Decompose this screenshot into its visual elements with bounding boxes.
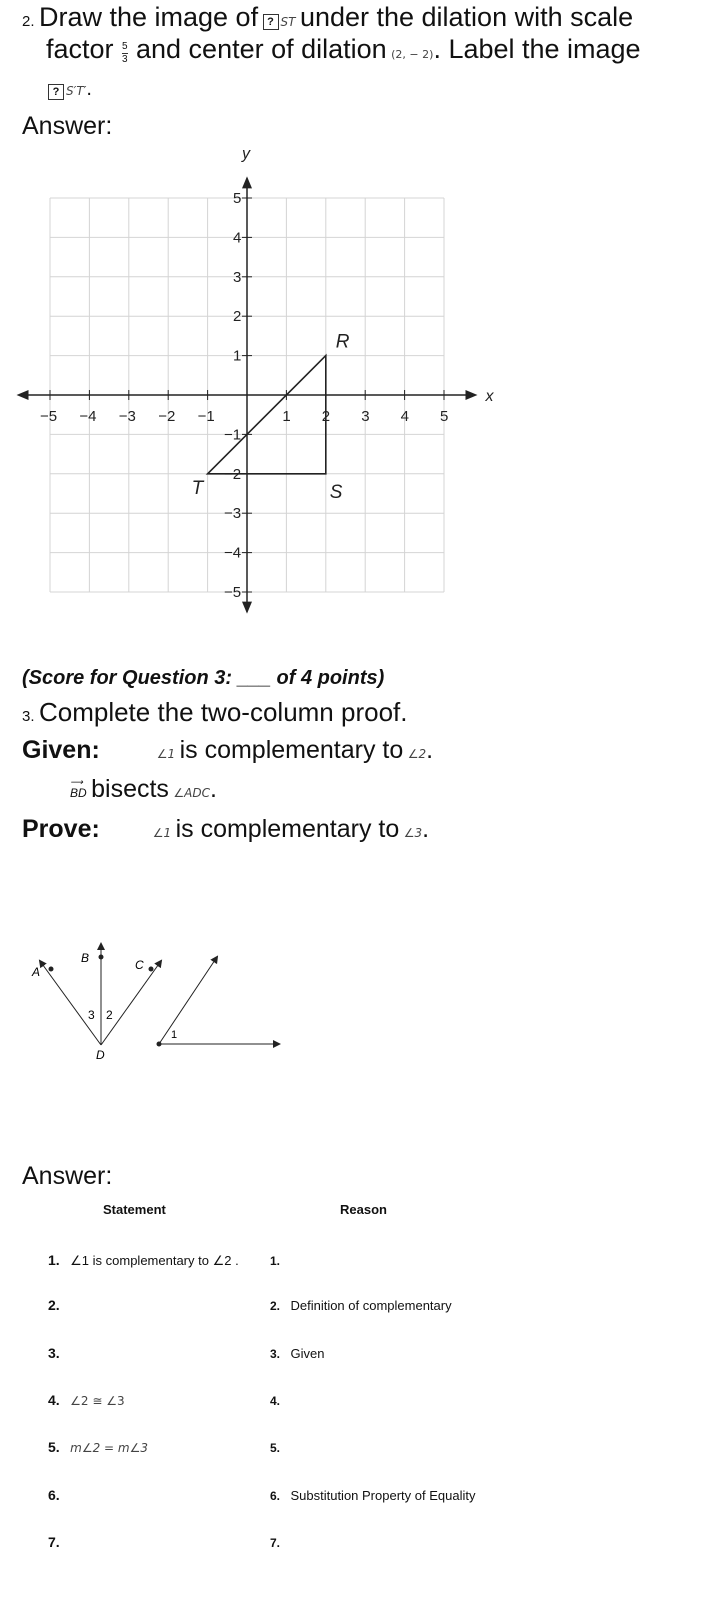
vertex-angle-1 [157, 1042, 162, 1047]
proof-reason [270, 1439, 286, 1457]
proof-row [48, 1392, 125, 1410]
given-angle-2: ∠2 [407, 747, 427, 761]
given-angle-1: ∠1 [156, 747, 176, 761]
proof-row [48, 1439, 148, 1457]
y-axis-label: y [242, 145, 250, 163]
ray-bd: ⟶ BD [70, 776, 87, 800]
x-tick-label: 2 [321, 408, 331, 425]
point-a [49, 967, 54, 972]
label-angle-1: 1 [171, 1029, 178, 1041]
reason-num: 4. [270, 1394, 281, 1408]
x-tick-label: 5 [440, 408, 449, 425]
statement-num: 5. [48, 1439, 60, 1455]
ray-da [40, 961, 101, 1045]
reason-text: Definition of complementary [290, 1298, 452, 1313]
x-tick-label: −2 [158, 408, 176, 425]
reason-text: Given [290, 1346, 325, 1361]
statement-num: 1. [48, 1252, 60, 1268]
x-tick-label: 4 [400, 408, 409, 425]
q2-number: 2. [22, 13, 35, 30]
given-label: Given: [22, 736, 100, 764]
prove-text: is complementary to [175, 815, 400, 843]
angle-figure [20, 935, 300, 1070]
y-tick-label: −4 [224, 544, 242, 562]
point-b [99, 955, 104, 960]
statement-num: 4. [48, 1392, 60, 1408]
q3-title: Complete the two-column proof. [38, 697, 408, 727]
reason-header: Reason [340, 1202, 387, 1217]
q2-factor-word: factor [46, 34, 114, 64]
x-tick-label: −1 [197, 408, 215, 425]
y-axis-arrow-down-icon [242, 602, 252, 614]
vertex-label-t: T [191, 477, 204, 499]
missing-glyph-icon: ? [48, 84, 64, 100]
reason-num: 5. [270, 1441, 281, 1455]
proof-reason [270, 1392, 286, 1410]
reason-num: 6. [270, 1489, 281, 1503]
label-a: A [32, 965, 41, 979]
ray-angle1-upper [159, 957, 217, 1044]
y-tick-label: 4 [233, 229, 242, 247]
bisected-angle: ∠ADC [173, 786, 210, 800]
q2-label-text: . Label the image [433, 34, 641, 64]
vertex-label-r: R [335, 331, 350, 353]
x-tick-label: −3 [118, 408, 136, 425]
label-d: D [96, 1048, 105, 1062]
proof-reason [270, 1345, 324, 1363]
q2-text-a: Draw the image of [38, 2, 259, 32]
x-tick-label: 1 [282, 408, 291, 425]
statement-header: Statement [103, 1202, 166, 1217]
axes [17, 176, 478, 613]
y-tick-label: −1 [224, 426, 242, 444]
statement-num: 3. [48, 1345, 60, 1361]
q2-line2 [46, 34, 641, 66]
label-b: B [81, 951, 90, 965]
given-line: Given: ∠1 is complementary to ∠2. [22, 736, 434, 764]
x-axis-arrow-left-icon [17, 390, 29, 400]
coordinate-plane [0, 145, 500, 625]
statement-text: ∠1 is complementary to ∠2 . [70, 1253, 239, 1268]
reason-num: 1. [270, 1254, 281, 1268]
scale-denominator: 3 [121, 54, 128, 66]
vertex-label-s: S [329, 481, 343, 503]
proof-row [48, 1252, 239, 1270]
statement-text: ∠2 ≅ ∠3 [70, 1394, 125, 1408]
proof-reason [270, 1252, 286, 1270]
y-tick-label: 3 [233, 268, 242, 286]
statement-text: m∠2 = m∠3 [70, 1441, 148, 1455]
statement-num: 6. [48, 1487, 60, 1503]
x-axis-arrow-right-icon [465, 390, 477, 400]
proof-reason [270, 1297, 452, 1315]
image-name: S′T′ [66, 84, 87, 98]
y-tick-label: 5 [233, 190, 242, 207]
q2-center-text: and center of dilation [136, 34, 387, 64]
triangle-name: ST [280, 15, 296, 29]
x-tick-label: −4 [79, 408, 97, 425]
proof-row [48, 1345, 66, 1363]
label-angle-2: 2 [106, 1008, 113, 1022]
y-tick-label: −5 [224, 584, 242, 601]
scale-factor-fraction [122, 41, 128, 66]
prove-angle-1: ∠1 [152, 826, 172, 840]
q2-text-b: under the dilation with scale [299, 2, 634, 32]
y-tick-label: −2 [224, 465, 242, 483]
x-tick-label: −5 [40, 408, 58, 425]
proof-reason [270, 1534, 286, 1552]
q3-answer-label: Answer: [22, 1162, 113, 1190]
ray-dc [101, 961, 161, 1045]
ray-arrow-icon: ⟶ [70, 776, 83, 787]
label-c: C [135, 958, 144, 972]
label-angle-3: 3 [88, 1008, 95, 1022]
q2-line3: ? S′T′. [48, 78, 92, 101]
center-point: (2, − 2) [391, 48, 434, 61]
proof-row [48, 1297, 66, 1315]
statement-num: 7. [48, 1534, 60, 1550]
tick-labels [40, 146, 494, 601]
q2-answer-label: Answer: [22, 112, 113, 140]
bisects-text: bisects [91, 775, 169, 803]
y-tick-label: −3 [224, 505, 242, 523]
prove-line: Prove: ∠1 is complementary to ∠3. [22, 815, 430, 843]
q2-line1 [22, 2, 633, 33]
proof-row [48, 1487, 66, 1505]
y-tick-label: 2 [233, 308, 242, 326]
reason-num: 3. [270, 1347, 281, 1361]
statement-num: 2. [48, 1297, 60, 1313]
q3-number: 3. [22, 708, 35, 725]
prove-label: Prove: [22, 815, 100, 843]
proof-row [48, 1534, 66, 1552]
y-tick-label: 1 [233, 347, 242, 365]
given-text: is complementary to [179, 736, 404, 764]
bisects-line: ⟶ BD bisects ∠ADC. [70, 775, 217, 803]
point-c [149, 967, 154, 972]
reason-num: 2. [270, 1299, 281, 1313]
proof-reason [270, 1487, 475, 1505]
scale-numerator: 5 [121, 41, 128, 53]
x-tick-label: 3 [361, 408, 370, 425]
x-axis-label: x [485, 388, 494, 405]
reason-num: 7. [270, 1536, 281, 1550]
prove-angle-2: ∠3 [403, 826, 423, 840]
score-line: (Score for Question 3: ___ of 4 points) [22, 667, 385, 689]
reason-text: Substitution Property of Equality [290, 1488, 476, 1503]
triangle-outline [208, 356, 326, 474]
y-axis-arrow-up-icon [242, 176, 252, 188]
missing-glyph-icon: ? [263, 14, 279, 30]
q3-title-line [22, 697, 407, 728]
